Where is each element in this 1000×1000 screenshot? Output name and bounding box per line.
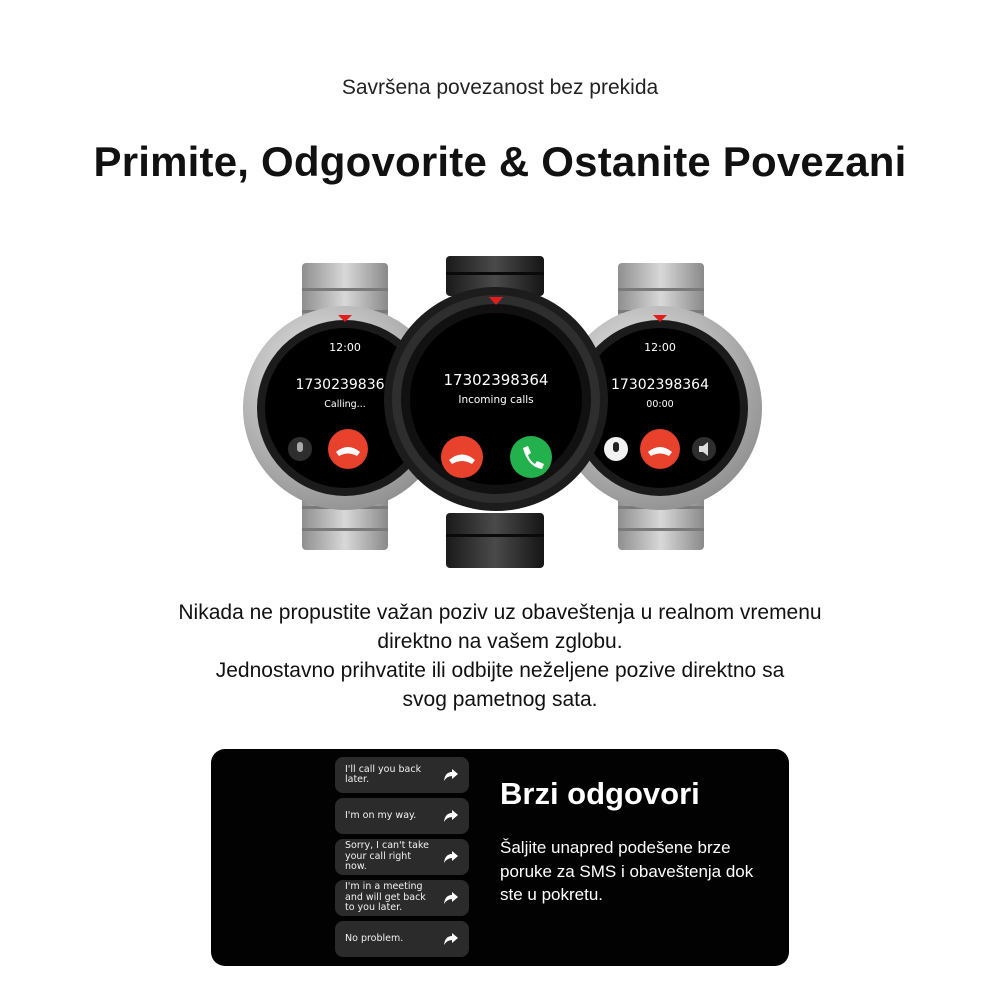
center-watch-number: 17302398364	[443, 371, 549, 389]
quick-reply-label: No problem.	[345, 932, 404, 944]
reply-arrow-icon	[443, 767, 459, 783]
right-watch-time: 12:00	[644, 341, 676, 354]
quick-reply-item[interactable]	[335, 757, 469, 793]
page-title: Primite, Odgovorite & Ostanite Povezani	[93, 138, 907, 185]
subtitle: Savršena povezanost bez prekida	[341, 76, 659, 99]
quick-reply-list	[335, 757, 469, 962]
quick-reply-item[interactable]	[335, 839, 469, 875]
description-line: Nikada ne propustite važan poziv uz obaveštenja u realnom vremenu	[178, 601, 822, 624]
reply-arrow-icon	[443, 890, 459, 906]
description-line: svog pametnog sata.	[402, 688, 598, 711]
quick-reply-label: I'm in a meeting and will get back to you later.	[345, 881, 426, 914]
left-watch-time: 12:00	[329, 341, 361, 354]
accept-call-icon	[510, 436, 552, 478]
quick-reply-item[interactable]	[335, 880, 469, 916]
quick-reply-label: I'll call you back later.	[345, 763, 422, 785]
reply-arrow-icon	[443, 849, 459, 865]
quick-replies-title: Brzi odgovori	[500, 776, 700, 811]
left-watch-status: Calling...	[324, 399, 366, 410]
quick-replies-panel	[211, 749, 789, 966]
center-watch	[384, 256, 608, 568]
quick-reply-item[interactable]	[335, 798, 469, 834]
description-line: direktno na vašem zglobu.	[377, 630, 623, 653]
reply-arrow-icon	[443, 808, 459, 824]
right-watch-number: 17302398364	[611, 377, 709, 393]
watches-illustration	[230, 248, 770, 578]
quick-reply-label: Sorry, I can't take your call right now.	[345, 840, 429, 873]
description	[100, 598, 900, 714]
quick-replies-text: Šaljite unapred podešene brze poruke za SMS i obaveštenja dok ste u pokretu.	[500, 838, 754, 904]
center-watch-status: Incoming calls	[458, 394, 534, 406]
quick-reply-label: I'm on my way.	[345, 809, 417, 821]
quick-reply-item[interactable]	[335, 921, 469, 957]
left-watch-number: 1730239836	[295, 377, 385, 393]
description-line: Jednostavno prihvatite ili odbijte neželjene pozive direktno sa	[215, 659, 785, 682]
reply-arrow-icon	[443, 931, 459, 947]
right-watch-status: 00:00	[646, 399, 674, 410]
